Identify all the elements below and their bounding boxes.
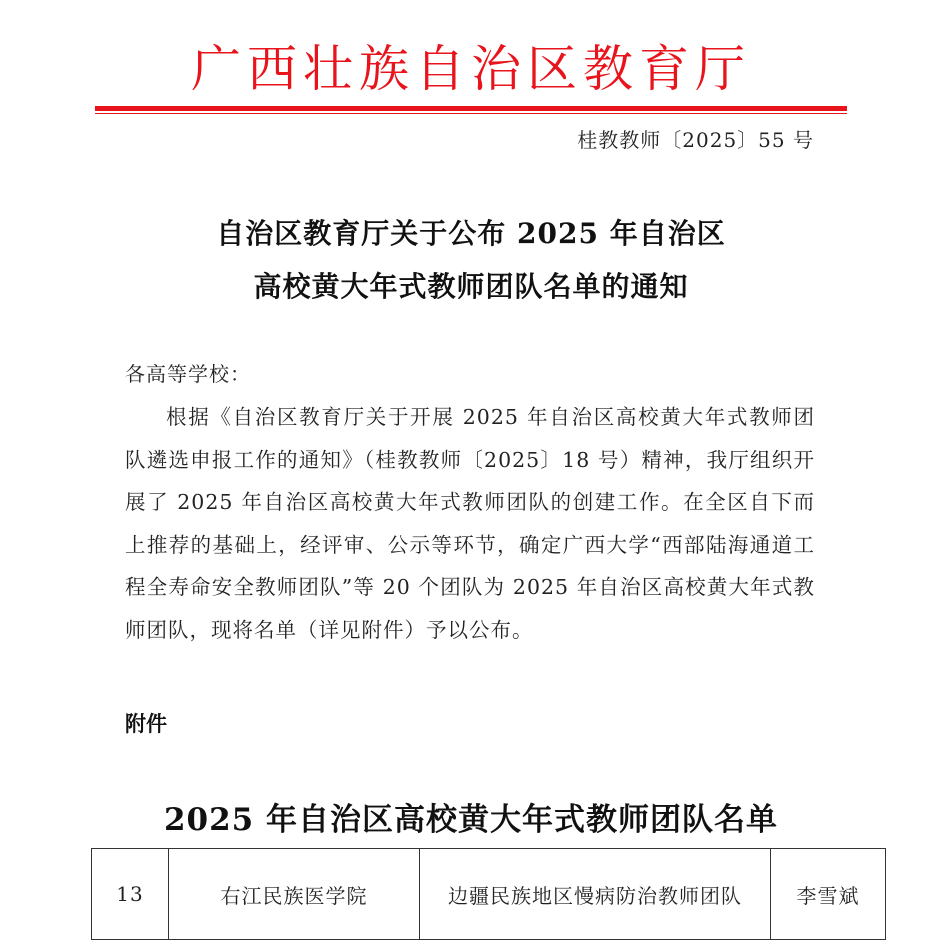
- notice-title-line2: 高校黄大年式教师团队名单的通知: [253, 270, 689, 303]
- masthead-red-rule: [95, 106, 847, 114]
- salutation: 各高等学校：: [125, 362, 251, 386]
- team-name: 边疆民族地区慢病防治教师团队: [420, 849, 771, 940]
- notice-body: 根据《自治区教育厅关于开展 2025 年自治区高校黄大年式教师团队遴选申报工作的通知》（桂教教师〔2025〕18 号）精神，我厅组织开展了 2025 年自治区高校黄大年式教师团队的创建工作。在全区自下而上推荐的基础上，经评审、公示等环节，确定广西大学“西部陆海通道工程全寿命安全教师团队”等 20 个团队为 2025 年自治区高校黄大年式教师团队，现将名单（详见附件）予以公布。: [125, 405, 815, 642]
- document-number: 桂教教师〔2025〕55 号: [577, 128, 814, 152]
- attachment-label: 附件: [125, 711, 167, 736]
- team-leader: 李雪斌: [771, 849, 886, 940]
- school-name: 右江民族医学院: [169, 849, 420, 940]
- row-number: 13: [92, 849, 169, 940]
- notice-title-line1: 自治区教育厅关于公布 2025 年自治区: [216, 217, 726, 250]
- table-row: [92, 849, 886, 940]
- team-table: [91, 848, 886, 940]
- masthead-org-name: 广西壮族自治区教育厅: [191, 40, 751, 98]
- team-list-title: 2025 年自治区高校黄大年式教师团队名单: [163, 802, 779, 838]
